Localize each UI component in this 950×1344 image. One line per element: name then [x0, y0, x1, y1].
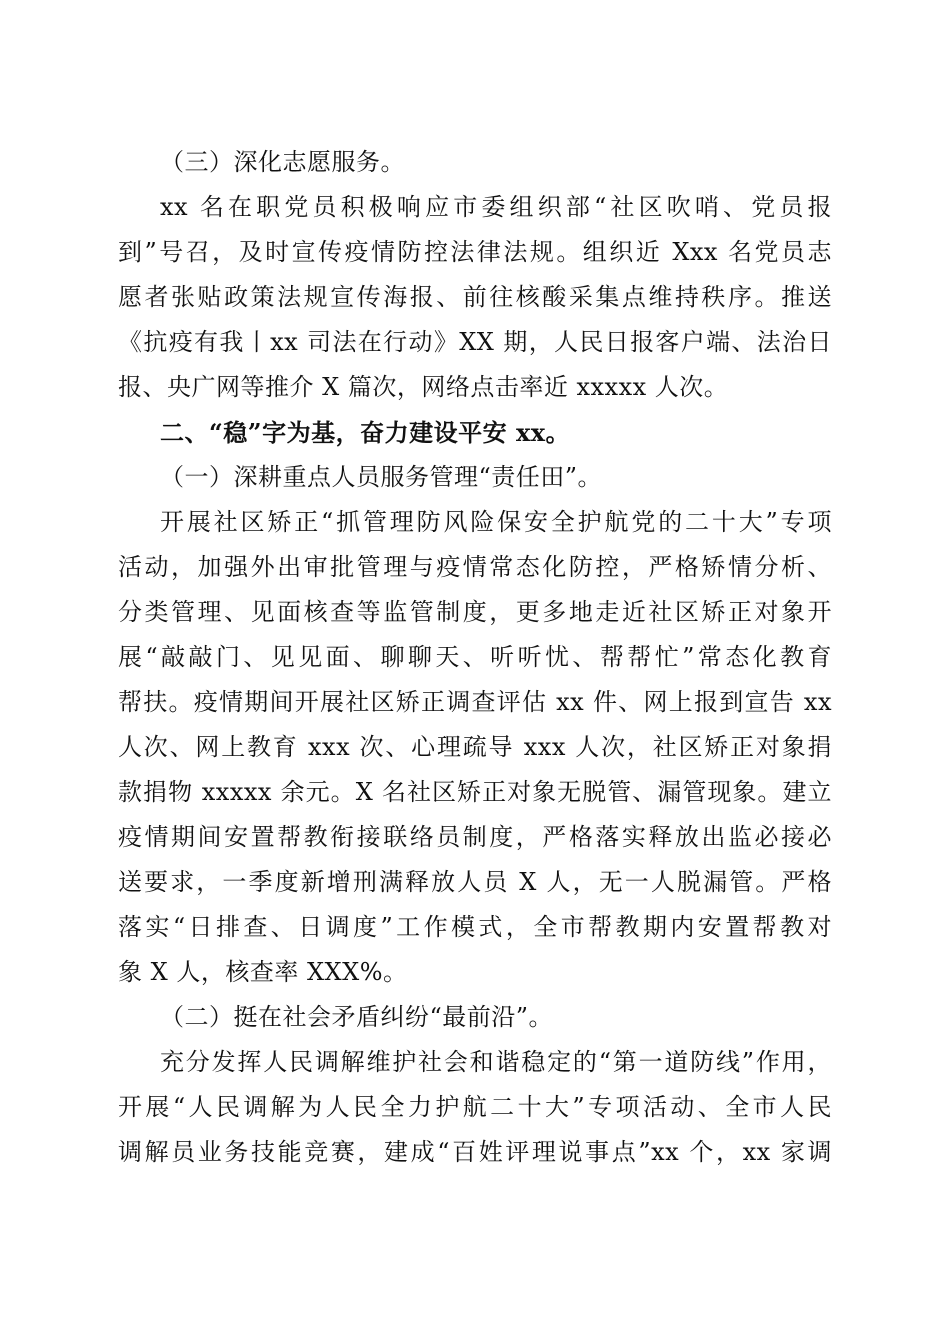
- paragraph-line: 疫情期间安置帮教衔接联络员制度，严格落实释放出监必接必: [118, 823, 832, 851]
- paragraph-line: 《抗疫有我丨xx 司法在行动》XX 期，人民日报客户端、法治日: [118, 328, 832, 356]
- paragraph-line: 帮扶。疫情期间开展社区矫正调查评估 xx 件、网上报到宣告 xx: [118, 688, 832, 716]
- section-3-heading: （三）深化志愿服务。: [160, 148, 405, 176]
- paragraph-line: 送要求，一季度新增刑满释放人员 X 人，无一人脱漏管。严格: [118, 868, 832, 896]
- paragraph-line: 调解员业务技能竞赛，建成“百姓评理说事点”xx 个，xx 家调: [118, 1138, 832, 1166]
- paragraph-line: 充分发挥人民调解维护社会和谐稳定的“第一道防线”作用，: [160, 1048, 832, 1076]
- paragraph-line: 报、央广网等推介 X 篇次，网络点击率近 xxxxx 人次。: [118, 373, 729, 401]
- paragraph-line: 愿者张贴政策法规宣传海报、前往核酸采集点维持秩序。推送: [118, 283, 832, 311]
- paragraph-line: xx 名在职党员积极响应市委组织部“社区吹哨、党员报: [160, 193, 832, 221]
- paragraph-line: 活动，加强外出审批管理与疫情常态化防控，严格矫情分析、: [118, 553, 832, 581]
- subsection-1-heading: （一）深耕重点人员服务管理“责任田”。: [160, 463, 603, 491]
- part-2-heading: 二、“稳”字为基，奋力建设平安 xx。: [160, 418, 571, 447]
- paragraph-line: 开展“人民调解为人民全力护航二十大”专项活动、全市人民: [118, 1093, 832, 1121]
- paragraph-line: 人次、网上教育 xxx 次、心理疏导 xxx 人次，社区矫正对象捐: [118, 733, 832, 761]
- paragraph-line: 款捐物 xxxxx 余元。X 名社区矫正对象无脱管、漏管现象。建立: [118, 778, 832, 806]
- paragraph-line: 象 X 人，核查率 XXX%。: [118, 958, 408, 986]
- paragraph-line: 开展社区矫正“抓管理防风险保安全护航党的二十大”专项: [160, 508, 832, 536]
- paragraph-line: 到”号召，及时宣传疫情防控法律法规。组织近 Xxx 名党员志: [118, 238, 832, 266]
- paragraph-line: 分类管理、见面核查等监管制度，更多地走近社区矫正对象开: [118, 598, 832, 626]
- document-body: [118, 140, 832, 1175]
- paragraph-line: 落实“日排查、日调度”工作模式，全市帮教期内安置帮教对: [118, 913, 832, 941]
- subsection-2-heading: （二）挺在社会矛盾纠纷“最前沿”。: [160, 1003, 554, 1031]
- paragraph-line: 展“敲敲门、见见面、聊聊天、听听忧、帮帮忙”常态化教育: [118, 643, 832, 671]
